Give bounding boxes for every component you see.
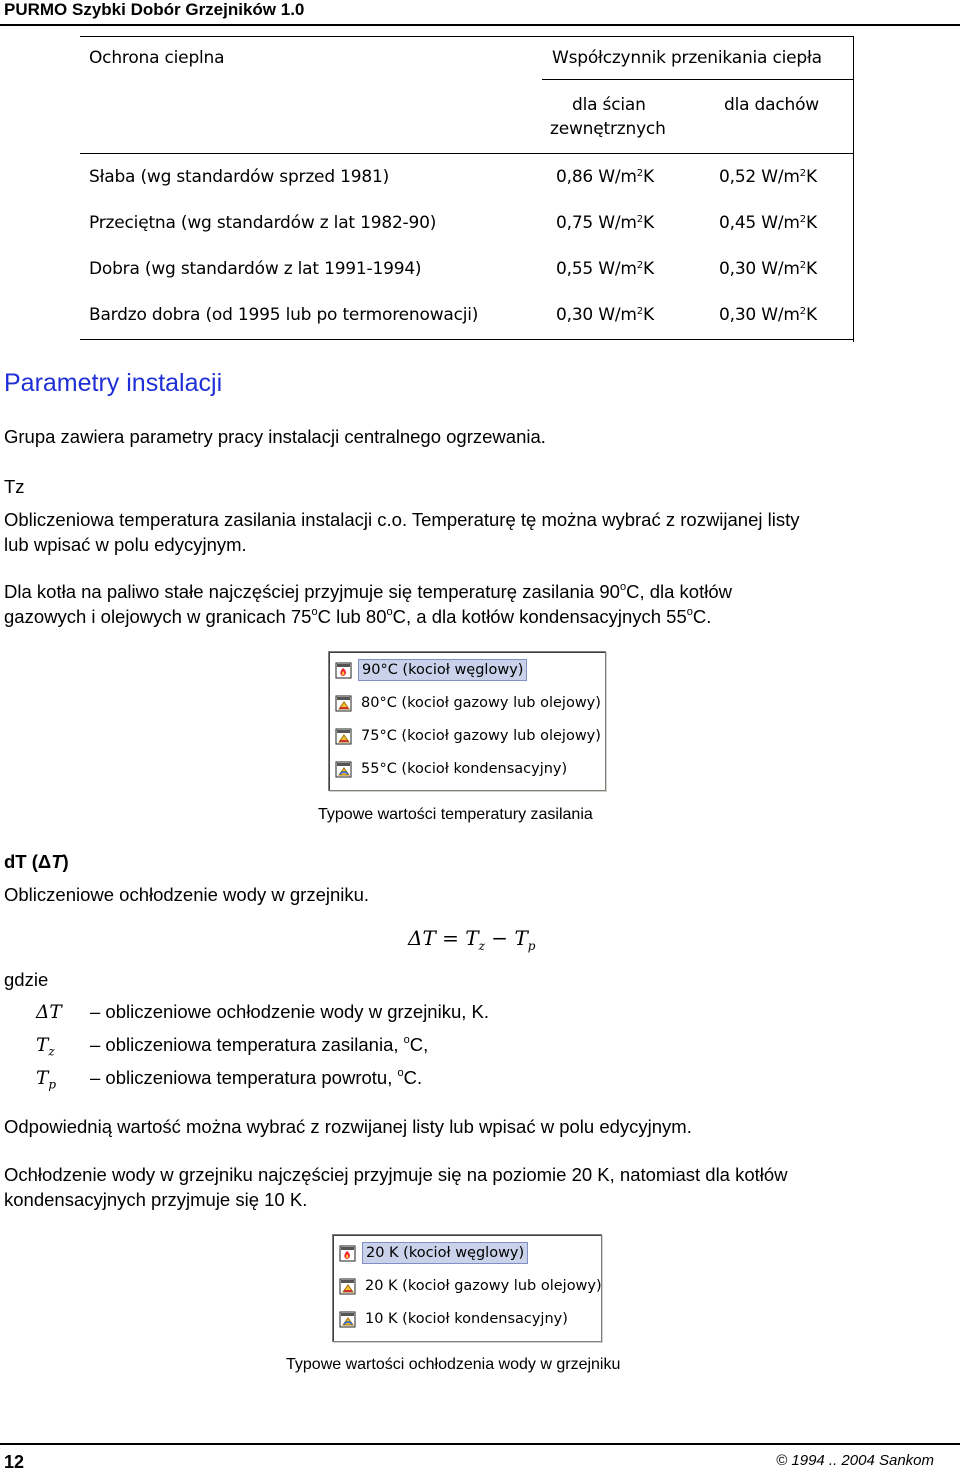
table-rule-header [80,153,854,154]
row-label: Przeciętna (wg standardów z lat 1982-90) [89,213,437,233]
row-walls-value: 0,55 $W/m^2K$ [556,259,654,279]
condensing-boiler-icon [334,759,354,779]
tz-paragraph-line2: gazowych i olejowych w granicach 75$^o$C lub 80$^o$C, a dla kotłów kondensacyjnych 55$^o$C. [4,606,712,627]
water-cooling-list[interactable] [332,1234,602,1342]
list-item[interactable] [331,754,570,784]
gas-boiler-icon [334,726,354,746]
row-label: Słaba (wg standardów sprzed 1981) [89,167,390,187]
list-item-label: 80°C (kocioł gazowy lub olejowy) [361,695,601,711]
definition-tz: $T_z$ – obliczeniowa temperatura zasilania, $^o$C, [36,1034,429,1059]
gas-boiler-icon [334,693,354,713]
section-intro: Grupa zawiera parametry pracy instalacji centralnego ogrzewania. [4,426,546,447]
tz-desc-line2: lub wpisać w polu edycyjnym. [4,534,247,555]
table-rule-bottom [80,339,854,340]
condensing-boiler-icon [338,1309,358,1329]
col-header-walls: dla ścian [572,95,646,115]
list-item-label: 90°C (kocioł węglowy) [358,659,527,681]
definition-delta-t: ΔT – obliczeniowe ochłodzenie wody w grzejniku, K. [36,1001,489,1023]
row-walls-value: 0,30 $W/m^2K$ [556,305,654,325]
supply-temperature-list[interactable] [328,651,606,791]
list-item[interactable] [335,1271,605,1301]
coal-boiler-icon [338,1243,358,1263]
copyright: © 1994 .. 2004 Sankom [776,1452,934,1469]
col-header-protection: Ochrona cieplna [89,48,225,68]
table-rule-sub [542,79,854,80]
cooling-formula: $\Delta T = T_z - T_p$ [408,926,536,953]
list-item-label: 10 K (kocioł kondensacyjny) [365,1311,568,1327]
dt-description: Obliczeniowe ochłodzenie wody w grzejniku. [4,884,370,905]
col-header-coefficient: Współczynnik przenikania ciepła [552,48,822,68]
list-item-label: 20 K (kocioł węglowy) [362,1242,528,1264]
cooling-list-caption: Typowe wartości ochłodzenia wody w grzejniku [286,1356,621,1373]
list-item[interactable] [331,688,604,718]
supply-list-caption: Typowe wartości temperatury zasilania [318,806,593,823]
list-item[interactable] [335,1304,571,1334]
dt-label: dT (ΔT) [4,851,69,872]
definition-tp: $T_p$ – obliczeniowa temperatura powrotu, $^o$C. [36,1067,423,1092]
row-roofs-value: 0,30 $W/m^2K$ [719,259,817,279]
page-number: 12 [4,1452,25,1472]
thermal-protection-table [80,36,854,342]
list-item-label: 20 K (kocioł gazowy lub olejowy) [365,1278,602,1294]
gas-boiler-icon [338,1276,358,1296]
document-header: PURMO Szybki Dobór Grzejników 1.0 [4,0,305,19]
list-item[interactable] [331,655,527,685]
row-label: Dobra (wg standardów z lat 1991-1994) [89,259,422,279]
tz-desc-line1: Obliczeniowa temperatura zasilania instalacji c.o. Temperaturę tę można wybrać z rozwijanej listy [4,509,800,530]
row-walls-value: 0,75 $W/m^2K$ [556,213,654,233]
list-item[interactable] [335,1238,528,1268]
tz-label: Tz [4,476,25,497]
row-walls-value: 0,86 $W/m^2K$ [556,167,654,187]
footer-rule [0,1443,960,1445]
dt-paragraph-1: Odpowiednią wartość można wybrać z rozwijanej listy lub wpisać w polu edycyjnym. [4,1116,692,1137]
dt-paragraph-2-line2: kondensacyjnych przyjmuje się 10 K. [4,1189,308,1210]
list-item-label: 75°C (kocioł gazowy lub olejowy) [361,728,601,744]
col-header-roofs: dla dachów [724,95,819,115]
tz-paragraph-line1: Dla kotła na paliwo stałe najczęściej przyjmuje się temperaturę zasilania 90$^o$C, dla kotłów [4,581,732,602]
row-roofs-value: 0,52 $W/m^2K$ [719,167,817,187]
row-roofs-value: 0,45 $W/m^2K$ [719,213,817,233]
row-roofs-value: 0,30 $W/m^2K$ [719,305,817,325]
dt-paragraph-2-line1: Ochłodzenie wody w grzejniku najczęściej przyjmuje się na poziomie 20 K, natomiast dla kotłów [4,1164,788,1185]
row-label: Bardzo dobra (od 1995 lub po termorenowacji) [89,305,479,325]
list-item-label: 55°C (kocioł kondensacyjny) [361,761,568,777]
col-header-walls-2: zewnętrznych [550,119,666,139]
table-rule-top [80,36,854,37]
header-rule [0,24,960,26]
where-label: gdzie [4,969,49,990]
list-item[interactable] [331,721,604,751]
table-rule-right [853,36,854,342]
section-title: Parametry instalacji [4,369,223,397]
coal-boiler-icon [334,660,354,680]
